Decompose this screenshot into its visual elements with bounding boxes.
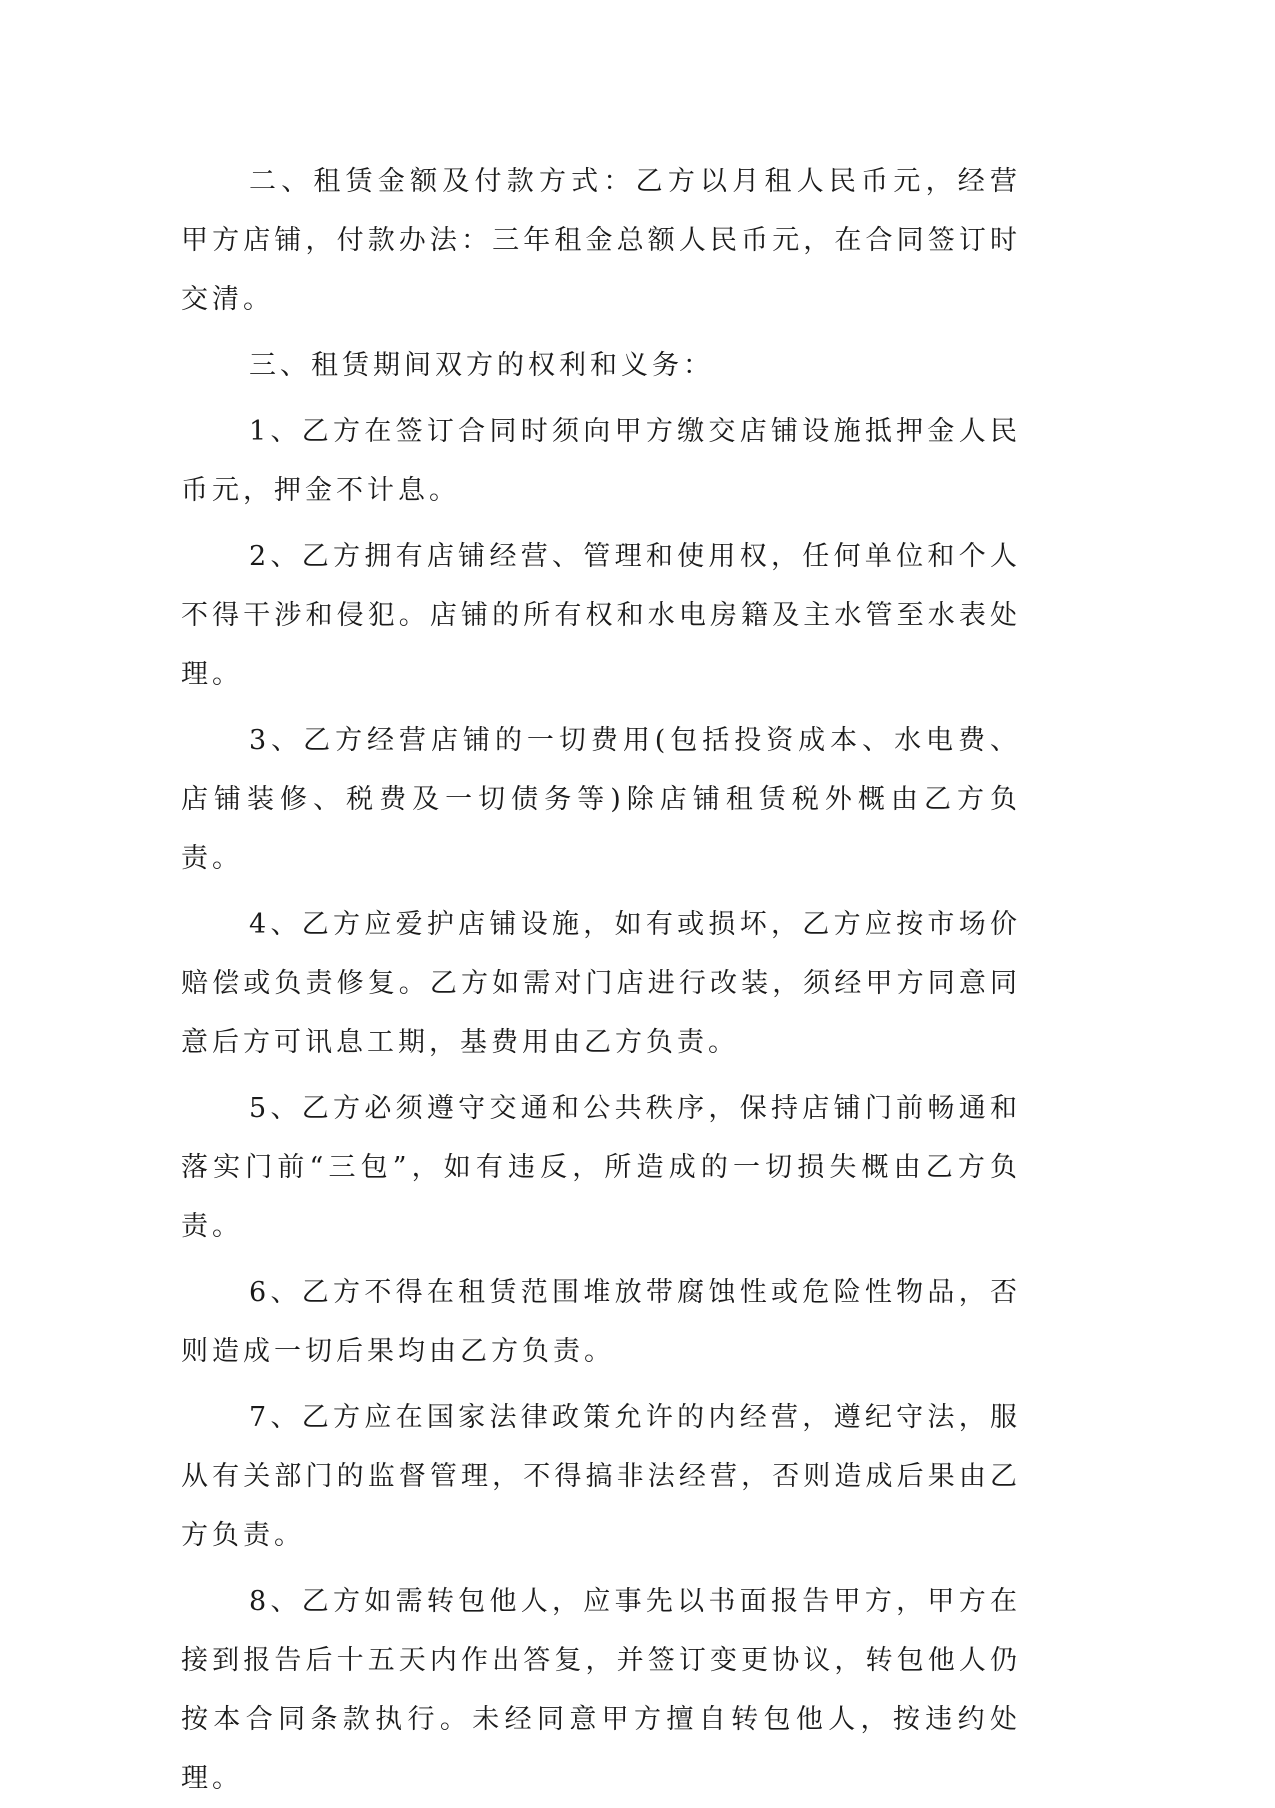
paragraph-clause-6: 6、乙方不得在租赁范围堆放带腐蚀性或危险性物品，否则造成一切后果均由乙方负责。 <box>181 1277 1021 1367</box>
paragraph-clause-7: 7、乙方应在国家法律政策允许的内经营，遵纪守法，服从有关部门的监督管理，不得搞非法经营，否则造成后果由乙方负责。 <box>181 1402 1021 1551</box>
paragraph-rights-heading: 三、租赁期间双方的权利和义务： <box>249 350 714 381</box>
paragraph-clause-1: 1、乙方在签订合同时须向甲方缴交店铺设施抵押金人民币元，押金不计息。 <box>181 416 1021 506</box>
paragraph-clause-5: 5、乙方必须遵守交通和公共秩序，保持店铺门前畅通和落实门前“三包”，如有违反，所造成的一切损失概由乙方负责。 <box>181 1093 1021 1242</box>
paragraph-rent-amount: 二、租赁金额及付款方式：乙方以月租人民币元，经营甲方店铺，付款办法：三年租金总额人民币元，在合同签订时交清。 <box>181 166 1021 315</box>
document-body <box>181 152 1021 1808</box>
paragraph-clause-2: 2、乙方拥有店铺经营、管理和使用权，任何单位和个人不得干涉和侵犯。店铺的所有权和水电房籍及主水管至水表处理。 <box>181 541 1021 690</box>
paragraph-clause-8: 8、乙方如需转包他人，应事先以书面报告甲方，甲方在接到报告后十五天内作出答复，并签订变更协议，转包他人仍按本合同条款执行。未经同意甲方擅自转包他人，按违约处理。 <box>181 1586 1021 1794</box>
paragraph-clause-4: 4、乙方应爱护店铺设施，如有或损坏，乙方应按市场价赔偿或负责修复。乙方如需对门店进行改装，须经甲方同意同意后方可讯息工期，基费用由乙方负责。 <box>181 909 1021 1058</box>
paragraph-clause-3: 3、乙方经营店铺的一切费用(包括投资成本、水电费、店铺装修、税费及一切债务等)除店铺租赁税外概由乙方负责。 <box>181 725 1021 874</box>
